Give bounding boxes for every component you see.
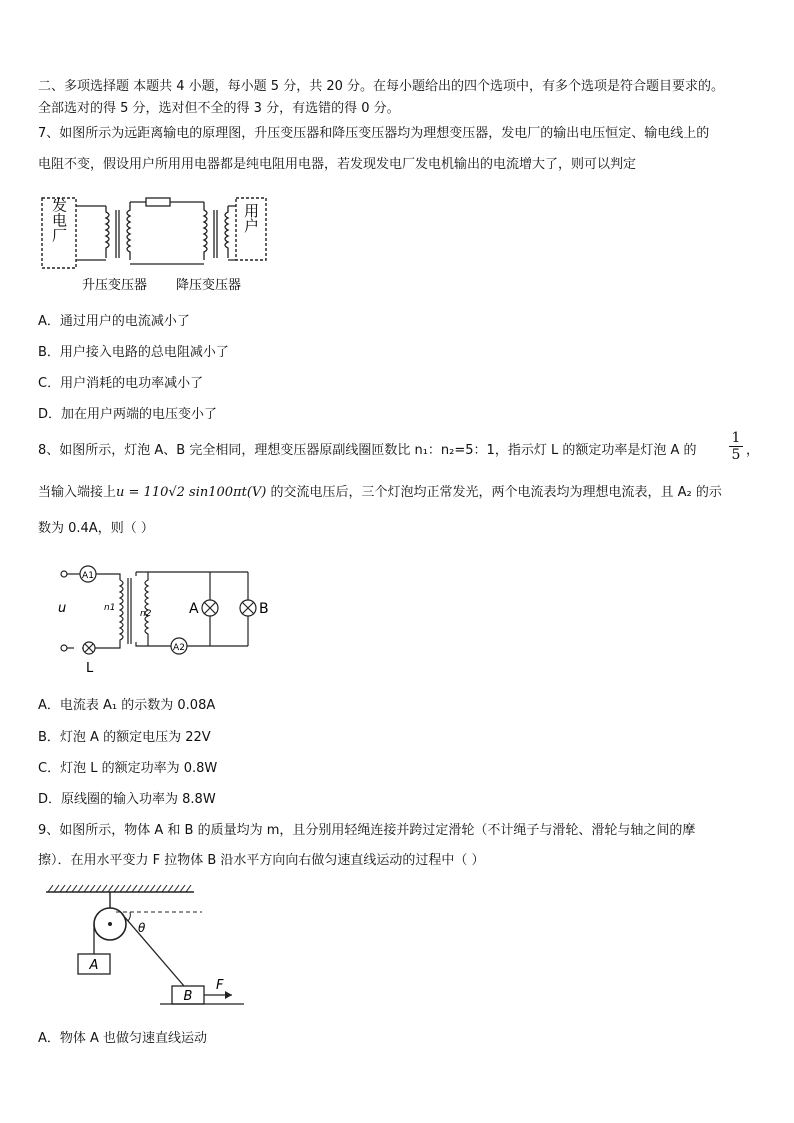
q9-stem-line1: 9、如图所示，物体 A 和 B 的质量均为 m，且分别用轻绳连接并跨过定滑轮（不计绳子与滑轮、滑轮与轴之间的摩 bbox=[38, 823, 696, 838]
u-label: u bbox=[58, 601, 67, 616]
q7-option-b: B．用户接入电路的总电阻减小了 bbox=[38, 345, 229, 360]
pulley-axle bbox=[108, 922, 112, 926]
step-down-secondary-coil bbox=[225, 206, 228, 258]
angle-arc bbox=[128, 912, 130, 921]
q8-line2-post: 的交流电压后，三个灯泡均正常发光，两个电流表均为理想电流表，且 A₂ 的示 bbox=[266, 485, 722, 500]
ammeter-a2-label: A2 bbox=[173, 643, 185, 653]
q8-fraction-denominator: 5 bbox=[731, 447, 741, 463]
q8-fraction-tail: ， bbox=[746, 443, 760, 458]
force-arrow-head bbox=[225, 991, 232, 999]
q8-line2-pre: 当输入端接上 bbox=[38, 485, 117, 500]
lamp-b-label: B bbox=[259, 601, 269, 617]
power-plant-label: 发电厂 bbox=[50, 197, 68, 243]
ammeter-a1-label: A1 bbox=[82, 571, 94, 581]
step-down-caption: 降压变压器 bbox=[176, 278, 242, 293]
user-wire bbox=[228, 206, 236, 260]
n2-label: n2 bbox=[140, 609, 152, 619]
wire-a1-primary bbox=[96, 574, 120, 580]
q8-option-c: C．灯泡 L 的额定功率为 0.8W bbox=[38, 761, 218, 776]
section-header-line1: 二、多项选择题 本题共 4 小题，每小题 5 分，共 20 分。在每小题给出的四个选项中，有多个选项是符合题目要求的。 bbox=[38, 79, 725, 94]
angle-label: θ bbox=[138, 921, 146, 935]
line-resistor bbox=[146, 198, 170, 206]
input-terminal-bottom bbox=[61, 645, 67, 651]
step-up-primary-coil bbox=[106, 206, 109, 258]
primary-coil bbox=[82, 580, 123, 648]
q8-option-d: D．原线圈的输入功率为 8.8W bbox=[38, 792, 216, 807]
q8-fraction-numerator: 1 bbox=[731, 430, 741, 446]
q7-stem-line1: 7、如图所示为远距离输电的原理图，升压变压器和降压变压器均为理想变压器，发电厂的输出电压恒定、输电线上的 bbox=[38, 126, 710, 141]
q8-stem-line2 bbox=[38, 484, 722, 502]
force-label: F bbox=[216, 978, 224, 993]
q8-voltage-formula: u = 110√2 sin100πt(V) bbox=[116, 485, 267, 500]
transmission-line bbox=[130, 202, 204, 264]
user-label: 用户 bbox=[242, 203, 260, 233]
q9-stem-line2: 擦）．在用水平变力 F 拉物体 B 沿水平方向向右做匀速直线运动的过程中（ ） bbox=[38, 853, 485, 868]
q8-circuit-diagram bbox=[56, 560, 286, 676]
lamp-l-label: L bbox=[86, 661, 94, 676]
q7-option-a: A．通过用户的电流减小了 bbox=[38, 314, 190, 329]
secondary-bottom-wire bbox=[136, 642, 171, 646]
q8-option-a: A．电流表 A₁ 的示数为 0.08A bbox=[38, 698, 216, 713]
block-b-label: B bbox=[183, 989, 193, 1004]
ceiling-hatch bbox=[48, 885, 191, 892]
input-terminal-top bbox=[61, 571, 67, 577]
q9-pulley-diagram bbox=[44, 882, 254, 1012]
rope-to-b bbox=[122, 914, 184, 986]
q8-stem-line3: 数为 0.4A，则（ ） bbox=[38, 521, 154, 536]
q9-option-a: A．物体 A 也做匀速直线运动 bbox=[38, 1031, 208, 1046]
q7-stem-line2: 电阻不变，假设用户所用用电器都是纯电阻用电器，若发现发电厂发电机输出的电流增大了，则可以判定 bbox=[38, 157, 637, 172]
lamp-a-label: A bbox=[189, 601, 199, 617]
q8-fraction bbox=[729, 430, 743, 463]
q8-stem-line1: 8、如图所示，灯泡 A、B 完全相同，理想变压器原副线圈匝数比 n₁：n₂=5：1，指示灯 L 的额定功率是灯泡 A 的 bbox=[38, 443, 697, 458]
q7-transmission-diagram bbox=[38, 192, 278, 296]
q7-option-c: C．用户消耗的电功率减小了 bbox=[38, 376, 204, 391]
step-up-primary-wire bbox=[76, 206, 106, 260]
step-up-secondary-coil bbox=[127, 202, 130, 260]
step-down-primary-coil bbox=[204, 202, 207, 260]
n1-label: n1 bbox=[104, 603, 116, 613]
step-up-caption: 升压变压器 bbox=[82, 278, 148, 293]
block-a-label: A bbox=[89, 958, 99, 973]
section-header-line2: 全部选对的得 5 分，选对但不全的得 3 分，有选错的得 0 分。 bbox=[38, 101, 400, 116]
q8-option-b: B．灯泡 A 的额定电压为 22V bbox=[38, 730, 211, 745]
q7-option-d: D．加在用户两端的电压变小了 bbox=[38, 407, 218, 422]
